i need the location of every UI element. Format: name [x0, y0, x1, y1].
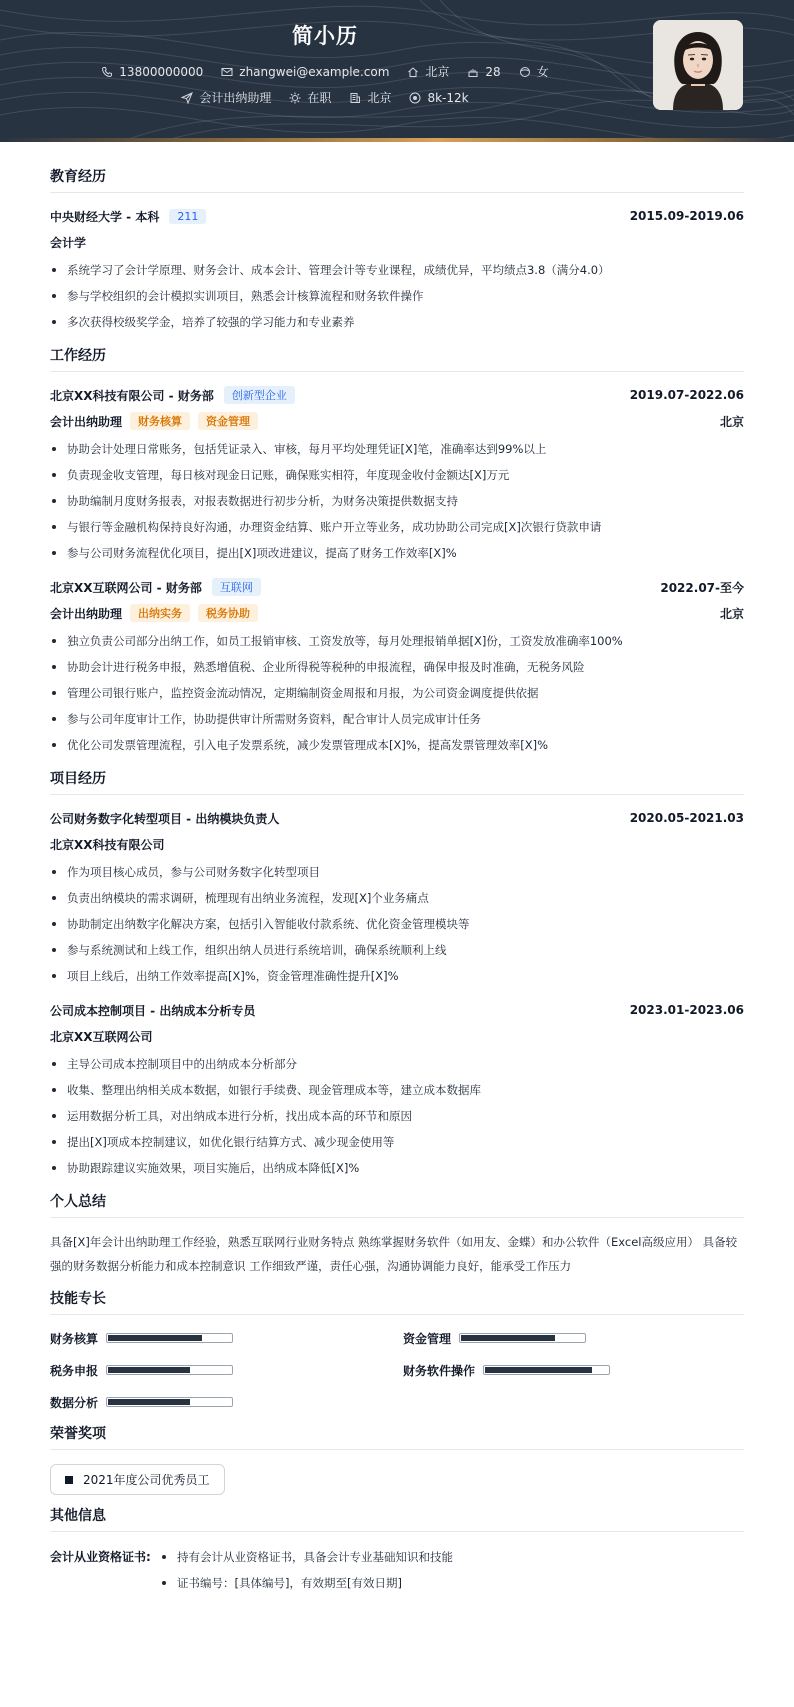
- job-city: 北京: [349, 89, 391, 106]
- mail-icon: [221, 66, 233, 78]
- skill-tag: 财务核算: [130, 412, 190, 430]
- age-icon: [467, 66, 479, 78]
- job-intent-row: [0, 89, 650, 106]
- company-tag: 互联网: [212, 578, 261, 596]
- work-location: 北京: [719, 414, 744, 429]
- skill-bar: [106, 1365, 233, 1375]
- awards-section: [50, 1423, 744, 1495]
- skill-item: [403, 1359, 746, 1381]
- work-section: [50, 345, 744, 758]
- list-item: 协助编制月度财务报表，对报表数据进行初步分析，为财务决策提供数据支持: [50, 488, 744, 514]
- skill-name: 财务核算: [50, 1331, 99, 1346]
- list-item: 参与公司年度审计工作，协助提供审计所需财务资料，配合审计人员完成审计任务: [50, 706, 744, 732]
- list-item: 参与学校组织的会计模拟实训项目，熟悉会计核算流程和财务软件操作: [50, 283, 744, 309]
- contact-row: [0, 63, 650, 80]
- entry-date: 2023.01-2023.06: [629, 1003, 744, 1017]
- skill-bar: [106, 1397, 233, 1407]
- entry-date: 2022.07-至今: [660, 580, 744, 595]
- square-bullet-icon: [65, 1476, 73, 1484]
- skill-name: 财务软件操作: [403, 1363, 476, 1378]
- list-item: 主导公司成本控制项目中的出纳成本分析部分: [50, 1051, 744, 1077]
- entry-date: 2020.05-2021.03: [629, 811, 744, 825]
- skill-tag: 税务协助: [198, 604, 258, 622]
- skill-item: [50, 1359, 403, 1381]
- skill-bar: [483, 1365, 610, 1375]
- building-icon: [349, 92, 361, 104]
- section-title: 其他信息: [50, 1505, 744, 1532]
- certificate-bullets: [160, 1544, 744, 1596]
- skill-fill: [108, 1367, 190, 1373]
- list-item: 管理公司银行账户，监控资金流动情况，定期编制资金周报和月报，为公司资金调度提供依据: [50, 680, 744, 706]
- work-location: 北京: [719, 606, 744, 621]
- section-title: 项目经历: [50, 768, 744, 795]
- header-gold-line: [0, 138, 794, 142]
- phone-icon: [101, 66, 113, 78]
- list-item: 持有会计从业资格证书，具备会计专业基础知识和技能: [160, 1544, 744, 1570]
- project-org: 北京XX互联网公司: [50, 1029, 153, 1044]
- contact-phone: 13800000000: [101, 63, 203, 80]
- list-item: 系统学习了会计学原理、财务会计、成本会计、管理会计等专业课程，成绩优异，平均绩点3.8（满分4.0）: [50, 257, 744, 283]
- projects-section: [50, 768, 744, 1181]
- education-bullets: [50, 257, 744, 335]
- list-item: 协助会计进行税务申报，熟悉增值税、企业所得税等税种的申报流程，确保申报及时准确，无税务风险: [50, 654, 744, 680]
- skill-tag: 资金管理: [198, 412, 258, 430]
- project-entry: [50, 807, 744, 989]
- skill-item: [403, 1327, 746, 1349]
- list-item: 协助会计处理日常账务，包括凭证录入、审核，每月平均处理凭证[X]笔，准确率达到99%以上: [50, 436, 744, 462]
- contact-city: 北京: [407, 63, 449, 80]
- avatar-portrait: [653, 20, 743, 110]
- award-name: 2021年度公司优秀员工: [83, 1473, 210, 1487]
- list-item: 运用数据分析工具，对出纳成本进行分析，找出成本高的环节和原因: [50, 1103, 744, 1129]
- list-item: 负责出纳模块的需求调研，梳理现有出纳业务流程，发现[X]个业务痛点: [50, 885, 744, 911]
- section-title: 工作经历: [50, 345, 744, 372]
- project-name: 公司财务数字化转型项目 - 出纳模块负责人: [50, 811, 280, 826]
- list-item: 优化公司发票管理流程，引入电子发票系统，减少发票管理成本[X]%，提高发票管理效率[X]%: [50, 732, 744, 758]
- resume-header: [0, 0, 794, 142]
- candidate-name: 简小历: [292, 24, 358, 48]
- work-bullets: [50, 628, 744, 758]
- skills-section: [50, 1288, 744, 1413]
- skill-bar: [459, 1333, 586, 1343]
- contact-gender: 女: [519, 63, 549, 80]
- salary-icon: [409, 92, 421, 104]
- home-icon: [407, 66, 419, 78]
- skill-name: 数据分析: [50, 1395, 99, 1410]
- skill-item: [50, 1327, 403, 1349]
- list-item: 参与公司财务流程优化项目，提出[X]项改进建议，提高了财务工作效率[X]%: [50, 540, 744, 566]
- avatar: [653, 20, 743, 110]
- certificate-label: 会计从业资格证书:: [50, 1550, 151, 1564]
- position-name: 会计出纳助理: [50, 414, 123, 429]
- project-bullets: [50, 1051, 744, 1181]
- major: 会计学: [50, 235, 87, 250]
- job-position: 会计出纳助理: [181, 89, 271, 106]
- section-title: 荣誉奖项: [50, 1423, 744, 1450]
- job-status: 在职: [289, 89, 331, 106]
- work-entry: [50, 384, 744, 566]
- skills-grid: [50, 1327, 744, 1413]
- section-title: 技能专长: [50, 1288, 744, 1315]
- gender-icon: [519, 66, 531, 78]
- list-item: 参与系统测试和上线工作，组织出纳人员进行系统培训，确保系统顺利上线: [50, 937, 744, 963]
- list-item: 协助跟踪建议实施效果，项目实施后，出纳成本降低[X]%: [50, 1155, 744, 1181]
- education-section: [50, 166, 744, 335]
- award-badge: [50, 1464, 225, 1495]
- list-item: 多次获得校级奖学金，培养了较强的学习能力和专业素养: [50, 309, 744, 335]
- list-item: 与银行等金融机构保持良好沟通，办理资金结算、账户开立等业务，成功协助公司完成[X]次银行贷款申请: [50, 514, 744, 540]
- section-title: 个人总结: [50, 1191, 744, 1218]
- list-item: 收集、整理出纳相关成本数据，如银行手续费、现金管理成本等，建立成本数据库: [50, 1077, 744, 1103]
- project-bullets: [50, 859, 744, 989]
- skill-fill: [485, 1367, 592, 1373]
- project-entry: [50, 999, 744, 1181]
- summary-text: 具备[X]年会计出纳助理工作经验，熟悉互联网行业财务特点 熟练掌握财务软件（如用友、金蝶）和办公软件（Excel高级应用） 具备较强的财务数据分析能力和成本控制意识 工作细致严谨，责任心强，沟通协调能力良好，能承受工作压力: [50, 1235, 738, 1273]
- company-name: 北京XX互联网公司 - 财务部: [50, 580, 202, 595]
- list-item: 作为项目核心成员，参与公司财务数字化转型项目: [50, 859, 744, 885]
- list-item: 负责现金收支管理，每日核对现金日记账，确保账实相符，年度现金收付金额达[X]万元: [50, 462, 744, 488]
- contact-email: zhangwei@example.com: [221, 63, 389, 80]
- skill-tag: 出纳实务: [130, 604, 190, 622]
- skill-fill: [108, 1335, 202, 1341]
- entry-date: 2015.09-2019.06: [629, 209, 744, 223]
- education-entry: [50, 205, 744, 335]
- other-section: [50, 1505, 744, 1596]
- summary-section: [50, 1191, 744, 1278]
- resume-body: [0, 142, 794, 1616]
- list-item: 提出[X]项成本控制建议，如优化银行结算方式、减少现金使用等: [50, 1129, 744, 1155]
- school-name: 中央财经大学 - 本科: [50, 209, 160, 224]
- list-item: 协助制定出纳数字化解决方案，包括引入智能收付款系统、优化资金管理模块等: [50, 911, 744, 937]
- skill-name: 税务申报: [50, 1363, 99, 1378]
- section-title: 教育经历: [50, 166, 744, 193]
- project-org: 北京XX科技有限公司: [50, 837, 165, 852]
- skill-item: [50, 1391, 403, 1413]
- skill-fill: [108, 1399, 190, 1405]
- list-item: 项目上线后，出纳工作效率提高[X]%，资金管理准确性提升[X]%: [50, 963, 744, 989]
- company-name: 北京XX科技有限公司 - 财务部: [50, 388, 214, 403]
- work-entry: [50, 576, 744, 758]
- entry-date: 2019.07-2022.06: [629, 388, 744, 402]
- list-item: 证书编号：[具体编号]，有效期至[有效日期]: [160, 1570, 744, 1596]
- school-tag: 211: [169, 209, 206, 224]
- project-name: 公司成本控制项目 - 出纳成本分析专员: [50, 1003, 256, 1018]
- job-salary: 8k-12k: [409, 89, 468, 106]
- contact-age: 28: [467, 63, 500, 80]
- send-icon: [181, 92, 193, 104]
- company-tag: 创新型企业: [224, 386, 295, 404]
- skill-bar: [106, 1333, 233, 1343]
- status-icon: [289, 92, 301, 104]
- list-item: 独立负责公司部分出纳工作，如员工报销审核、工资发放等，每月处理报销单据[X]份，工资发放准确率100%: [50, 628, 744, 654]
- skill-fill: [461, 1335, 555, 1341]
- position-name: 会计出纳助理: [50, 606, 123, 621]
- skill-name: 资金管理: [403, 1331, 452, 1346]
- work-bullets: [50, 436, 744, 566]
